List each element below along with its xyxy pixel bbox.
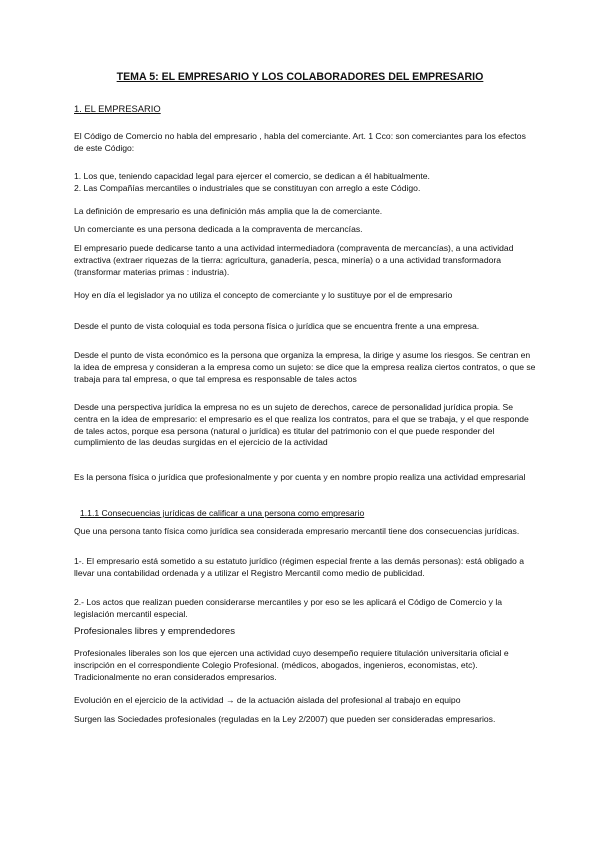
paragraph-profesionales: Profesionales liberales son los que ejercen una actividad cuyo desempeño requiere titulación universitaria oficial e inscripción en el correspondiente Colegio Profesional. (médicos, abogados, ingenieros, economistas, etc). Tradicionalmente no eran considerados empresarios. bbox=[74, 648, 509, 682]
comerciantes-list bbox=[74, 171, 536, 195]
document-title: TEMA 5: EL EMPRESARIO Y LOS COLABORADORES DEL EMPRESARIO bbox=[116, 71, 484, 83]
paragraph-legislador: Hoy en día el legislador ya no utiliza el concepto de comerciante y lo sustituye por el de empresario bbox=[74, 290, 453, 300]
paragraph-economico: Desde el punto de vista económico es la persona que organiza la empresa, la dirige y asume los riesgos. Se centran en la idea de empresa y consideran a la empresa como un sujeto: se dice que la empresa realiza ciertos contratos, o que se trabaja para tal empresa, o que tal empresa es responsable de tales actos bbox=[74, 350, 536, 384]
subsection-heading-consecuencias: 1.1.1 Consecuencias jurídicas de calificar a una persona como empresario bbox=[80, 508, 365, 518]
paragraph-comerciante: Un comerciante es una persona dedicada a la compraventa de mercancías. bbox=[74, 224, 363, 234]
section-heading-empresario: 1. EL EMPRESARIO bbox=[74, 103, 161, 114]
paragraph-consecuencia-2: 2.- Los actos que realizan pueden considerarse mercantiles y por eso se les aplicará el Código de Comercio y la legislación mercantil especial. bbox=[74, 597, 503, 619]
paragraph-coloquial: Desde el punto de vista coloquial es toda persona física o jurídica que se encuentra frente a una empresa. bbox=[74, 321, 480, 331]
paragraph-definicion: La definición de empresario es una definición más amplia que la de comerciante. bbox=[74, 206, 383, 216]
profesionales-heading: Profesionales libres y emprendedores bbox=[74, 626, 236, 637]
paragraph-juridico: Desde una perspectiva jurídica la empresa no es un sujeto de derechos, carece de personalidad jurídica propia. Se centra en la idea de empresario: el empresario es el que realiza los contratos, para el que se trabaja, y el que responde de tales actos, porque esa persona (natural o jurídica) es titular del patrimonio con el que puede responder del cumplimiento de las deudas surgidas en el ejercicio de la actividad bbox=[74, 402, 529, 448]
list-item: 2. Las Compañías mercantiles o industriales que se constituyan con arreglo a este Código. bbox=[74, 182, 421, 193]
paragraph-evolucion: Evolución en el ejercicio de la actividad → de la actuación aislada del profesional al trabajo en equipo bbox=[74, 695, 461, 705]
paragraph-definicion-final: Es la persona física o jurídica que profesionalmente y por cuenta y en nombre propio realiza una actividad empresarial bbox=[74, 472, 526, 482]
list-item: 1. Los que, teniendo capacidad legal para ejercer el comercio, se dedican a él habitualmente. bbox=[74, 171, 430, 181]
paragraph-actividad: El empresario puede dedicarse tanto a una actividad intermediadora (compraventa de mercancías), a una actividad extractiva (extraer riquezas de la tierra: agricultura, ganadería, pesca, minería) o a una actividad transformadora (transformar materias primas : industria). bbox=[74, 243, 514, 277]
paragraph-sociedades: Surgen las Sociedades profesionales (reguladas en la Ley 2/2007) que pueden ser consideradas empresarios. bbox=[74, 714, 496, 724]
paragraph-consecuencia-1: 1-. El empresario está sometido a su estatuto jurídico (régimen especial frente a las demás personas): está obligado a llevar una contabilidad ordenada y a utilizar el Registro Mercantil como medio de publicidad. bbox=[74, 556, 524, 578]
paragraph-consecuencias: Que una persona tanto física como jurídica sea considerada empresario mercantil tiene dos consecuencias jurídicas. bbox=[74, 526, 520, 536]
paragraph-intro: El Código de Comercio no habla del empresario , habla del comerciante. Art. 1 Cco: son comerciantes para los efectos de este Código: bbox=[74, 131, 526, 153]
